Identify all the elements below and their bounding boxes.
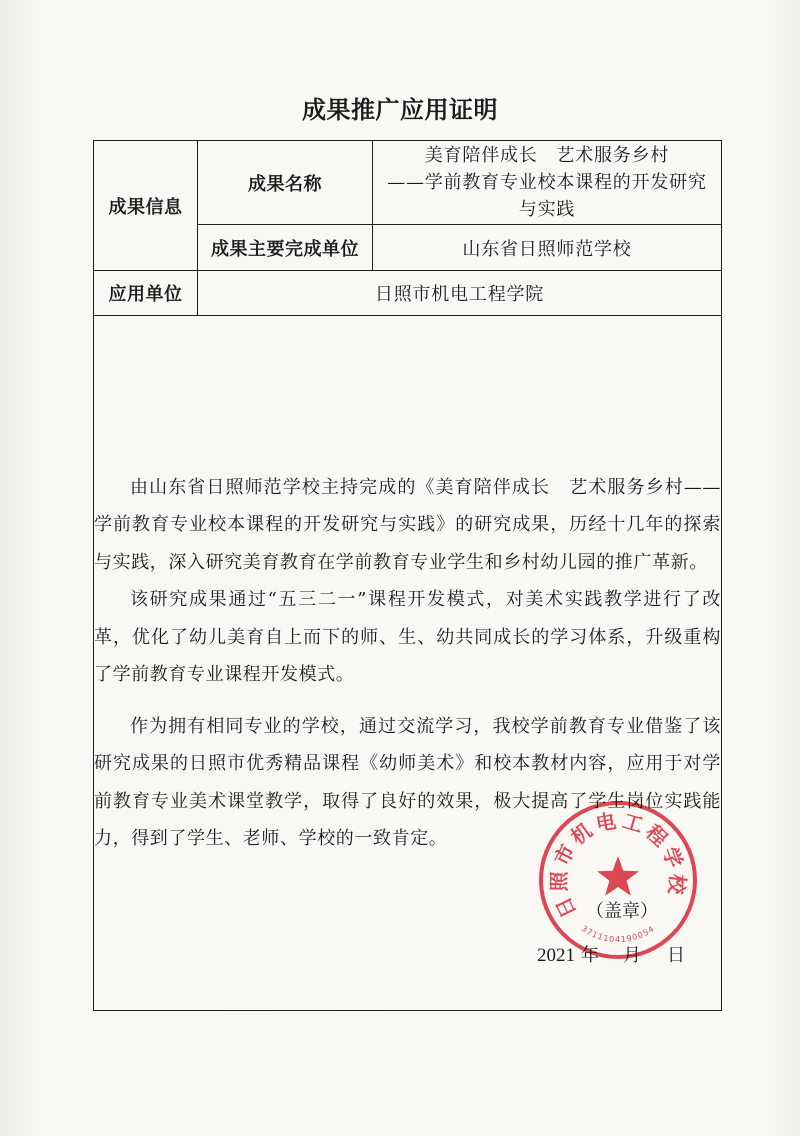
document-title: 成果推广应用证明 <box>302 96 498 124</box>
section-label: 成果信息 <box>94 141 198 271</box>
body-paragraph: 由山东省日照师范学校主持完成的《美育陪伴成长 艺术服务乡村——学前教育专业校本课程的开发研究与实践》的研究成果，历经十几年的探索与实践，深入研究美育教育在学前教育专业学生和乡村幼儿园的推广革新。 <box>94 476 721 573</box>
completing-unit-label: 成果主要完成单位 <box>198 225 373 271</box>
completing-unit-value: 山东省日照师范学校 <box>373 225 722 271</box>
achievement-name-label: 成果名称 <box>198 141 373 225</box>
achievement-name-line: ——学前教育专业校本课程的开发研究 <box>387 172 707 193</box>
achievement-name-line: 与实践 <box>518 199 576 220</box>
date-year: 2021 <box>537 945 575 966</box>
seal-code <box>580 924 657 944</box>
applying-unit-label: 应用单位 <box>94 271 198 316</box>
date-month-unit: 月 <box>623 945 641 966</box>
achievement-name-value <box>373 141 722 225</box>
body-paragraph: 作为拥有相同专业的学校，通过交流学习，我校学前教育专业借鉴了该研究成果的日照市优秀精品课程《幼师美术》和校本教材内容，应用于对学前教育专业美术课堂教学，取得了良好的效果，极大提高了学生岗位实践能力，得到了学生、老师、学校的一致肯定。 <box>94 715 721 849</box>
body-paragraph: 该研究成果通过“五三二一”课程开发模式，对美术实践教学进行了改革，优化了幼儿美育自上而下的师、生、幼共同成长的学习体系，升级重构了学前教育专业课程开发模式。 <box>94 589 721 685</box>
achievement-name-line: 美育陪伴成长 艺术服务乡村 <box>424 145 670 166</box>
official-seal <box>533 795 703 965</box>
seal-text-path: 日照市机电工程学校 <box>546 807 690 922</box>
stamp-note: （盖章） <box>586 901 658 922</box>
date-year-unit: 年 <box>581 945 599 966</box>
applying-unit-value: 日照市机电工程学院 <box>198 271 722 316</box>
date-day-unit: 日 <box>667 945 685 966</box>
seal-code-path: 3711104190054 <box>579 923 657 945</box>
star-icon <box>597 856 639 896</box>
